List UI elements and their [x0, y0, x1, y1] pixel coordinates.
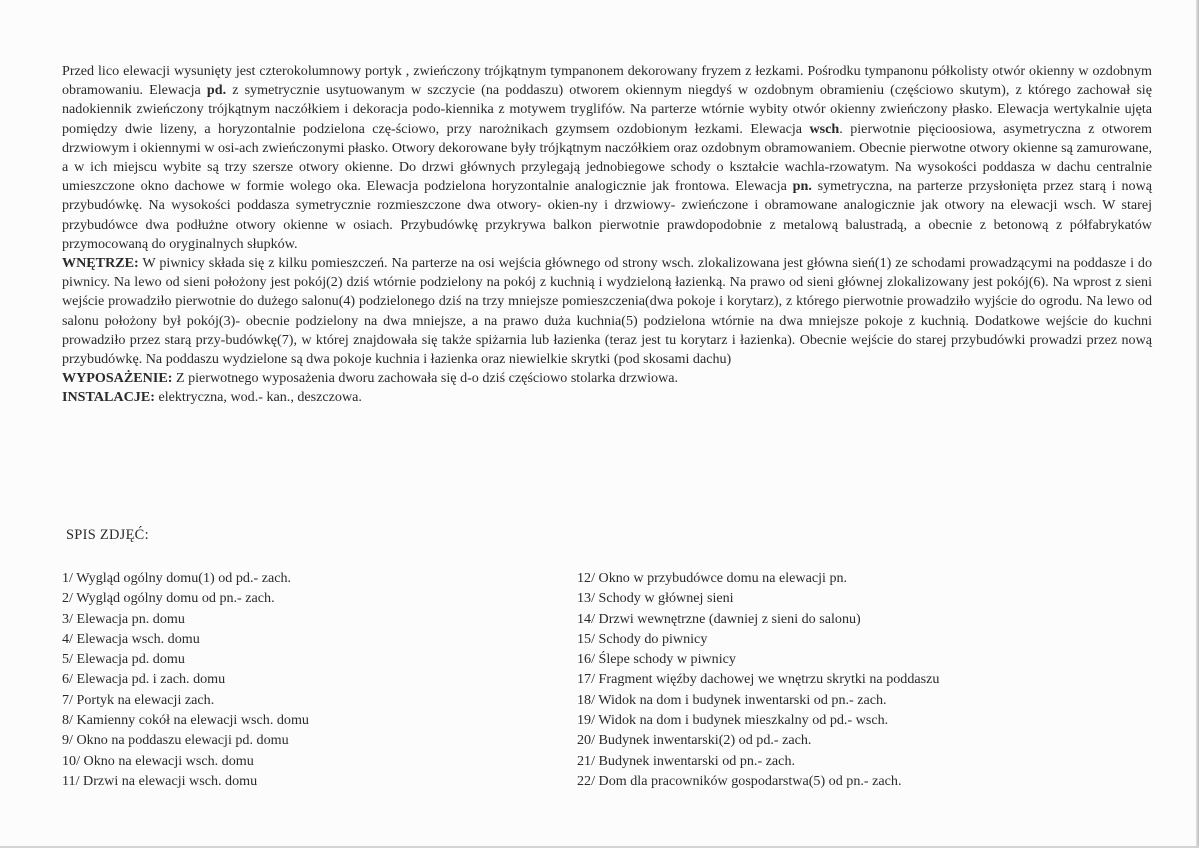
photo-list-item: 12/ Okno w przybudówce domu na elewacji pn. — [577, 570, 848, 586]
photo-list-item: 4/ Elewacja wsch. domu — [62, 630, 200, 647]
text-segment: . pierwotnie pięcioosiowa, asymetryczna z otworem drzwiowym i okiennymi w osi-ach zwieńczonymi płasko. Otwory dekorowane były trójkątnym naczółkiem oraz ozdobnym obramowaniem. Obecnie pierwotne otwory okienne są zamurowane, a w ich miejscu wybite są trzy szersze otwory okienne. Do drzwi głównych przylegają jednobiegowe schody o kształcie wachla-rzowatym. Na wysokości poddasza w dachu centralnie umieszczone okno dachowe w formie wolego oka. Elewacja podzielona horyzontalnie analogicznie jak frontowa. Elewacja — [62, 120, 1152, 195]
photo-list-item: 3/ Elewacja pn. domu — [62, 610, 185, 627]
photo-list-item: 11/ Drzwi na elewacji wsch. domu — [62, 772, 258, 789]
text-segment: elektryczna, wod.- kan., deszczowa. — [154, 389, 362, 406]
heading-instalacje: INSTALACJE: — [62, 389, 155, 406]
photo-list-item: 8/ Kamienny cokół na elewacji wsch. domu — [62, 712, 309, 729]
photo-list-item: 13/ Schody w głównej sieni — [577, 590, 734, 607]
photo-list-item: 1/ Wygląd ogólny domu(1) od pd.- zach. — [62, 570, 292, 586]
photo-list-item: 21/ Budynek inwentarski od pn.- zach. — [577, 752, 796, 769]
text-segment: Z pierwotnego wyposażenia dworu zachowała się d-o dziś częściowo stolarka drzwiowa. — [172, 370, 679, 387]
photo-list-item: 9/ Okno na poddaszu elewacji pd. domu — [62, 732, 289, 749]
photo-list-item: 10/ Okno na elewacji wsch. domu — [62, 752, 254, 769]
heading-wyposazenie: WYPOSAŻENIE: — [62, 370, 173, 387]
text-segment: W piwnicy składa się z kilku pomieszczeń. Na parterze na osi wejścia głównego od strony wsch. zlokalizowana jest główna sień(1) ze schodami prowadzącymi na poddasze i do piwnicy. Na lewo od sieni położony jest pokój(2) dziś wtórnie podzielony na pokój z kuchnią i wydzieloną łazienką. Na prawo od sieni głównej zlokalizowany jest pokój(6). Na wprost z sieni wejście prowadziło pierwotnie do dużego salonu(4) podzielonego dziś na trzy mniejsze pomieszczenia(dwa pokoje i korytarz), z którego pierwotnie prowadziło wyjście do ogrodu. Na lewo od salonu położony był pokój(3)- obecnie podzielony na dwa mniejsze, a na prawo duża kuchnia(5) podzielona wtórnie na dwa mniejsze pokoje z kuchnią. Dodatkowe wejście do kuchni prowadziło przez starą przy-budówkę(7), w której znajdowała się także spiżarnia lub łazienka (teraz jest tu korytarz i łazienka). Obecnie wejście do starej przybudówki prowadzi przez nową przybudówkę. Na poddaszu wydzielone są dwa pokoje kuchnia i łazienka oraz niewielkie skrytki (pod skosami dachu) — [62, 255, 1152, 368]
bold-term-wsch: wsch — [809, 120, 840, 137]
photo-list-item: 20/ Budynek inwentarski(2) od pd.- zach. — [577, 732, 812, 749]
photo-list-item: 6/ Elewacja pd. i zach. domu — [62, 671, 226, 688]
photo-list-right — [577, 568, 1177, 791]
photo-list-item: 5/ Elewacja pd. domu — [62, 651, 185, 668]
text-segment: z symetrycznie usytuowanym w szczycie (na poddaszu) otworem okiennym niegdyś w ozdobnym obramieniu (częściowo skutym), z którego zachował się nadokiennik zwieńczony trójkątnym naczółkiem i dekoracja podo-kiennika z motywem tryglifów. Na parterze wtórnie wybity otwór okienny zwieńczony płasko. Elewacja wertykalnie ujęta pomiędzy dwie lizeny, a horyzontalnie podzielona czę-ściowo, przy narożnikach gzymsem ozdobionym łezkami. Elewacja — [62, 82, 1152, 137]
heading-wnetrze: WNĘTRZE: — [62, 255, 139, 272]
photo-list-item: 16/ Ślepe schody w piwnicy — [577, 651, 736, 668]
photo-list-item: 17/ Fragment więźby dachowej we wnętrzu skrytki na poddaszu — [577, 671, 940, 688]
photo-list-title: SPIS ZDJĘĆ: — [66, 527, 149, 543]
photo-list-item: 18/ Widok na dom i budynek inwentarski od pn.- zach. — [577, 691, 887, 708]
text-segment: symetryczna, na parterze przysłonięta przez starą i nową przybudówkę. Na wysokości poddasza symetrycznie rozmieszczone dwa otwory- okien-ny i drzwiowy- zwieńczone i obramowane analogicznie jak otwory na elewacji wsch. W starej przybudówce dwa podłużne otwory okienne w osiach. Przybudówkę przykrywa balkon pierwotnie prawdopodobnie z metalową balustradą, a obecnie z betonową z półfabrykatów przymocowaną do oryginalnych słupków. — [62, 178, 1152, 252]
photo-list-left — [62, 568, 532, 791]
photo-list-item: 14/ Drzwi wewnętrzne (dawniej z sieni do salonu) — [577, 610, 861, 627]
bold-term-pn: pn. — [792, 178, 812, 195]
photo-list-item: 2/ Wygląd ogólny domu od pn.- zach. — [62, 590, 275, 607]
photo-list-item: 7/ Portyk na elewacji zach. — [62, 691, 215, 708]
bold-term-pd: pd. — [206, 82, 227, 99]
photo-list-item: 22/ Dom dla pracowników gospodarstwa(5) od pn.- zach. — [577, 772, 902, 789]
text-segment: Przed lico elewacji wysunięty jest czterokolumnowy portyk , zwieńczony trójkątnym tympanonem dekorowany fryzem z łezkami. Pośrodku tympanonu półkolisty otwór okienny w ozdobnym obramowaniu. Elewacja — [62, 63, 1152, 99]
photo-list-item: 15/ Schody do piwnicy — [577, 630, 708, 647]
photo-list-item: 19/ Widok na dom i budynek mieszkalny od pd.- wsch. — [577, 712, 889, 729]
description-text — [62, 62, 1152, 408]
